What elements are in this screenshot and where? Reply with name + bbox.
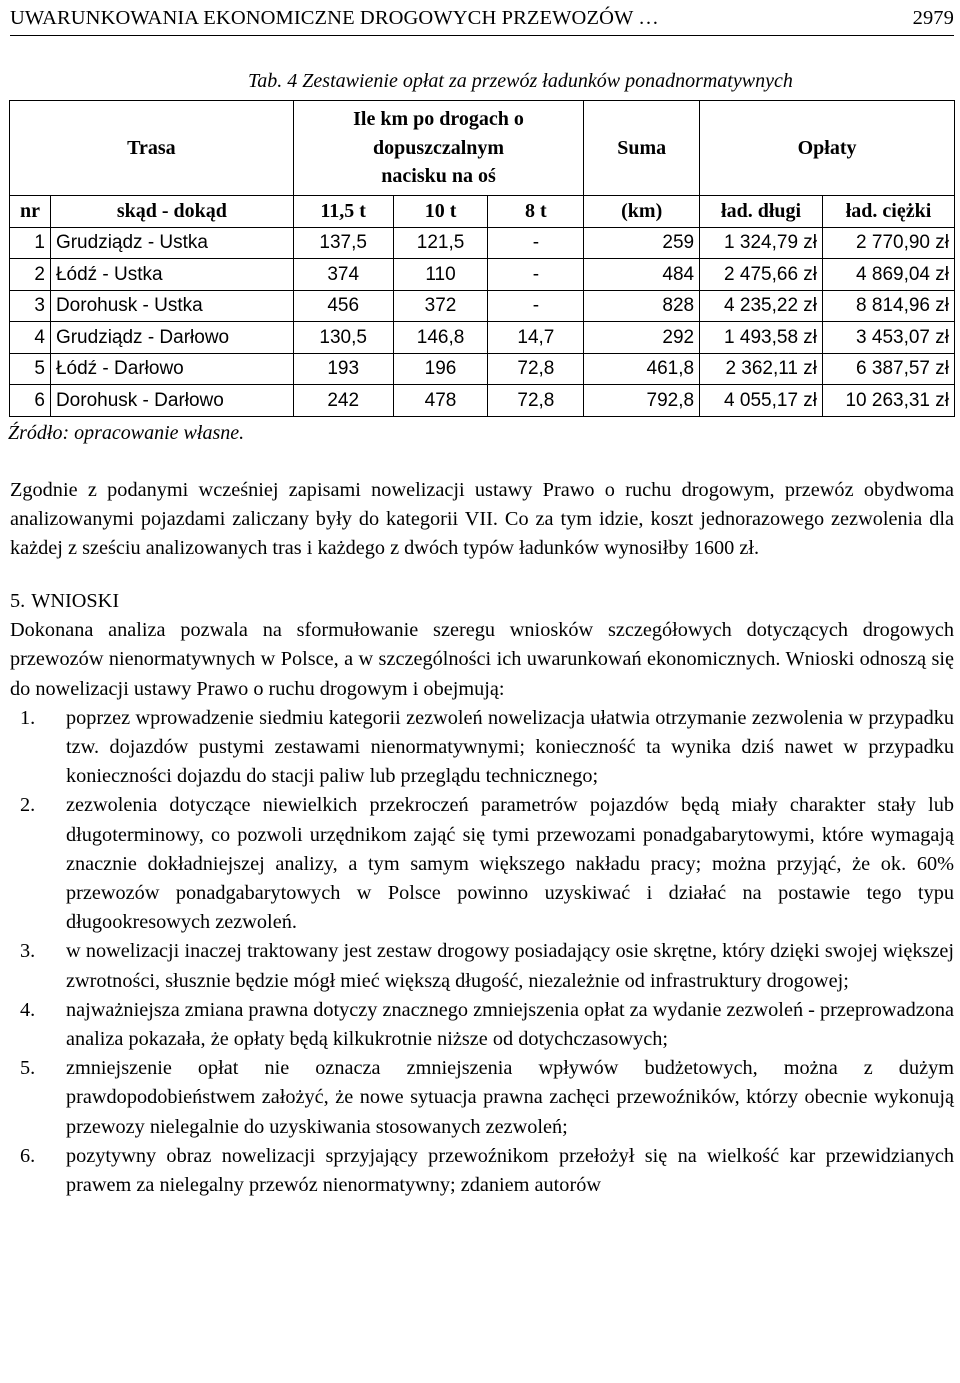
header-suma: Suma	[584, 101, 700, 196]
cell-nr: 1	[10, 227, 51, 259]
subheader-long-load: ład. długi	[700, 196, 823, 228]
list-item-text: zmniejszenie opłat nie oznacza zmniejszenia wpływów budżetowych, można z dużym prawdopodobieństwem założyć, że nowe sytuacja prawna zachęci przewoźników, którzy obecnie wykonują przewozy nielegalnie do uzyskiwania stosowanych zezwoleń;	[66, 1057, 954, 1138]
cell-heavy-fee: 2 770,90 zł	[823, 227, 955, 259]
cell-11-5t: 137,5	[293, 227, 393, 259]
section-heading	[10, 587, 954, 616]
list-item	[10, 1142, 954, 1200]
cell-route: Łódź - Darłowo	[50, 353, 293, 385]
table-source: Źródło: opracowanie własne.	[8, 421, 245, 444]
table-row	[10, 227, 955, 259]
fees-table	[9, 100, 955, 417]
list-item-number: 6.	[20, 1144, 36, 1167]
cell-10t: 196	[393, 353, 488, 385]
table-row	[10, 322, 955, 354]
cell-long-fee: 1 493,58 zł	[700, 322, 823, 354]
cell-10t: 121,5	[393, 227, 488, 259]
header-oplaty: Opłaty	[700, 101, 955, 196]
cell-11-5t: 193	[293, 353, 393, 385]
cell-heavy-fee: 3 453,07 zł	[823, 322, 955, 354]
cell-heavy-fee: 8 814,96 zł	[823, 290, 955, 322]
cell-sum-km: 461,8	[584, 353, 700, 385]
cell-heavy-fee: 4 869,04 zł	[823, 259, 955, 291]
list-item-number: 5.	[20, 1057, 36, 1080]
list-item-number: 3.	[20, 940, 36, 963]
cell-sum-km: 484	[584, 259, 700, 291]
list-item-number: 2.	[20, 794, 36, 817]
list-item-text: poprzez wprowadzenie siedmiu kategorii zezwoleń nowelizacja ułatwia otrzymanie zezwolenia w przypadku tzw. dojazdów pustymi zestawami nienormatywnymi; konieczność ta wynika dziś nawet w przypadku konieczności dojazdu do stacji paliw lub przeglądu technicznego;	[66, 706, 954, 788]
table-row	[10, 353, 955, 385]
table-subheader-row	[10, 196, 955, 228]
cell-10t: 478	[393, 385, 488, 417]
page-number: 2979	[912, 7, 954, 29]
list-item-text: zezwolenia dotyczące niewielkich przekroczeń parametrów pojazdów będą miały charakter stały lub długoterminowy, co pozwoli urzędnikom zająć się tymi przewozami ponadgabarytowymi, które wymagają znacznie dokładniejszej analizy, a tym samym większego nakładu pracy; można przyjąć, że ok. 60% przewozów ponadgabarytowych w Polsce powinno uzyskiwać i działać na postawie tego typu długookresowych zezwoleń.	[66, 794, 954, 934]
list-item	[10, 996, 954, 1054]
cell-nr: 3	[10, 290, 51, 322]
cell-10t: 372	[393, 290, 488, 322]
cell-route: Dorohusk - Ustka	[50, 290, 293, 322]
cell-long-fee: 2 362,11 zł	[700, 353, 823, 385]
section-intro: Dokonana analiza pozwala na sformułowanie szeregu wniosków szczegółowych dotyczących drogowych przewozów nienormatywnych w Polsce, a w szczególności ich uwarunkowań ekonomicznych. Wnioski odnoszą się do nowelizacji ustawy Prawo o ruchu drogowym i obejmują:	[10, 619, 954, 700]
cell-long-fee: 4 055,17 zł	[700, 385, 823, 417]
document-page	[10, 0, 954, 1200]
cell-8t: 72,8	[488, 385, 584, 417]
cell-10t: 146,8	[393, 322, 488, 354]
cell-nr: 4	[10, 322, 51, 354]
list-item-text: w nowelizacji inaczej traktowany jest zestaw drogowy posiadający osie skrętne, który dzięki swojej większej zwrotności, słusznie będzie mógł mieć większą długość, niezależnie od infrastruktury drogowej;	[66, 940, 954, 992]
list-item-text: najważniejsza zmiana prawna dotyczy znacznego zmniejszenia opłat za wydanie zezwoleń - przeprowadzona analiza pokazała, że opłaty będą kilkukrotnie niższe od dotychczasowych;	[66, 998, 954, 1050]
cell-sum-km: 259	[584, 227, 700, 259]
table-caption: Tab. 4 Zestawienie opłat za przewóz ładunków ponadnormatywnych	[248, 70, 793, 92]
paragraph: Zgodnie z podanymi wcześniej zapisami nowelizacji ustawy Prawo o ruchu drogowym, przewóz obydwoma analizowanymi pojazdami zaliczany były do kategorii VII. Co za tym idzie, koszt jednorazowego zezwolenia dla każdej z sześciu analizowanych tras i każdego z dwóch typów ładunków wynosiłby 1600 zł.	[10, 478, 954, 559]
table-row	[10, 385, 955, 417]
cell-8t: 14,7	[488, 322, 584, 354]
cell-8t: -	[488, 290, 584, 322]
cell-8t: -	[488, 259, 584, 291]
table-row	[10, 259, 955, 291]
list-item-number: 1.	[20, 706, 36, 729]
list-item	[10, 704, 954, 792]
cell-route: Grudziądz - Ustka	[50, 227, 293, 259]
header-trasa: Trasa	[10, 101, 294, 196]
section-number: 5.	[10, 590, 26, 613]
running-title: UWARUNKOWANIA EKONOMICZNE DROGOWYCH PRZEWOZÓW …	[10, 7, 659, 29]
running-header	[10, 0, 954, 36]
cell-long-fee: 4 235,22 zł	[700, 290, 823, 322]
list-item	[10, 791, 954, 937]
cell-long-fee: 1 324,79 zł	[700, 227, 823, 259]
cell-heavy-fee: 6 387,57 zł	[823, 353, 955, 385]
cell-heavy-fee: 10 263,31 zł	[823, 385, 955, 417]
list-item-number: 4.	[20, 998, 36, 1021]
cell-sum-km: 292	[584, 322, 700, 354]
header-km: Ile km po drogach o dopuszczalnym nacisku na oś	[293, 101, 584, 196]
cell-8t: -	[488, 227, 584, 259]
list-item-text: pozytywny obraz nowelizacji sprzyjający przewoźnikom przełożył się na wielkość kar przewidzianych prawem za nielegalny przewóz nienormatywny; zdaniem autorów	[66, 1144, 954, 1196]
section-title: WNIOSKI	[31, 590, 120, 613]
cell-route: Łódź - Ustka	[50, 259, 293, 291]
list-item	[10, 1054, 954, 1142]
subheader-8t: 8 t	[488, 196, 584, 228]
conclusions-list	[10, 704, 954, 1200]
cell-11-5t: 374	[293, 259, 393, 291]
cell-nr: 5	[10, 353, 51, 385]
cell-10t: 110	[393, 259, 488, 291]
subheader-nr: nr	[10, 196, 51, 228]
subheader-heavy-load: ład. ciężki	[823, 196, 955, 228]
subheader-km: (km)	[584, 196, 700, 228]
subheader-route: skąd - dokąd	[50, 196, 293, 228]
cell-nr: 2	[10, 259, 51, 291]
cell-route: Dorohusk - Darłowo	[50, 385, 293, 417]
cell-sum-km: 792,8	[584, 385, 700, 417]
subheader-11-5t: 11,5 t	[293, 196, 393, 228]
subheader-10t: 10 t	[393, 196, 488, 228]
cell-11-5t: 242	[293, 385, 393, 417]
table-row	[10, 290, 955, 322]
cell-sum-km: 828	[584, 290, 700, 322]
cell-route: Grudziądz - Darłowo	[50, 322, 293, 354]
cell-nr: 6	[10, 385, 51, 417]
cell-8t: 72,8	[488, 353, 584, 385]
cell-11-5t: 130,5	[293, 322, 393, 354]
table-header-row	[10, 101, 955, 196]
cell-11-5t: 456	[293, 290, 393, 322]
cell-long-fee: 2 475,66 zł	[700, 259, 823, 291]
list-item	[10, 937, 954, 995]
